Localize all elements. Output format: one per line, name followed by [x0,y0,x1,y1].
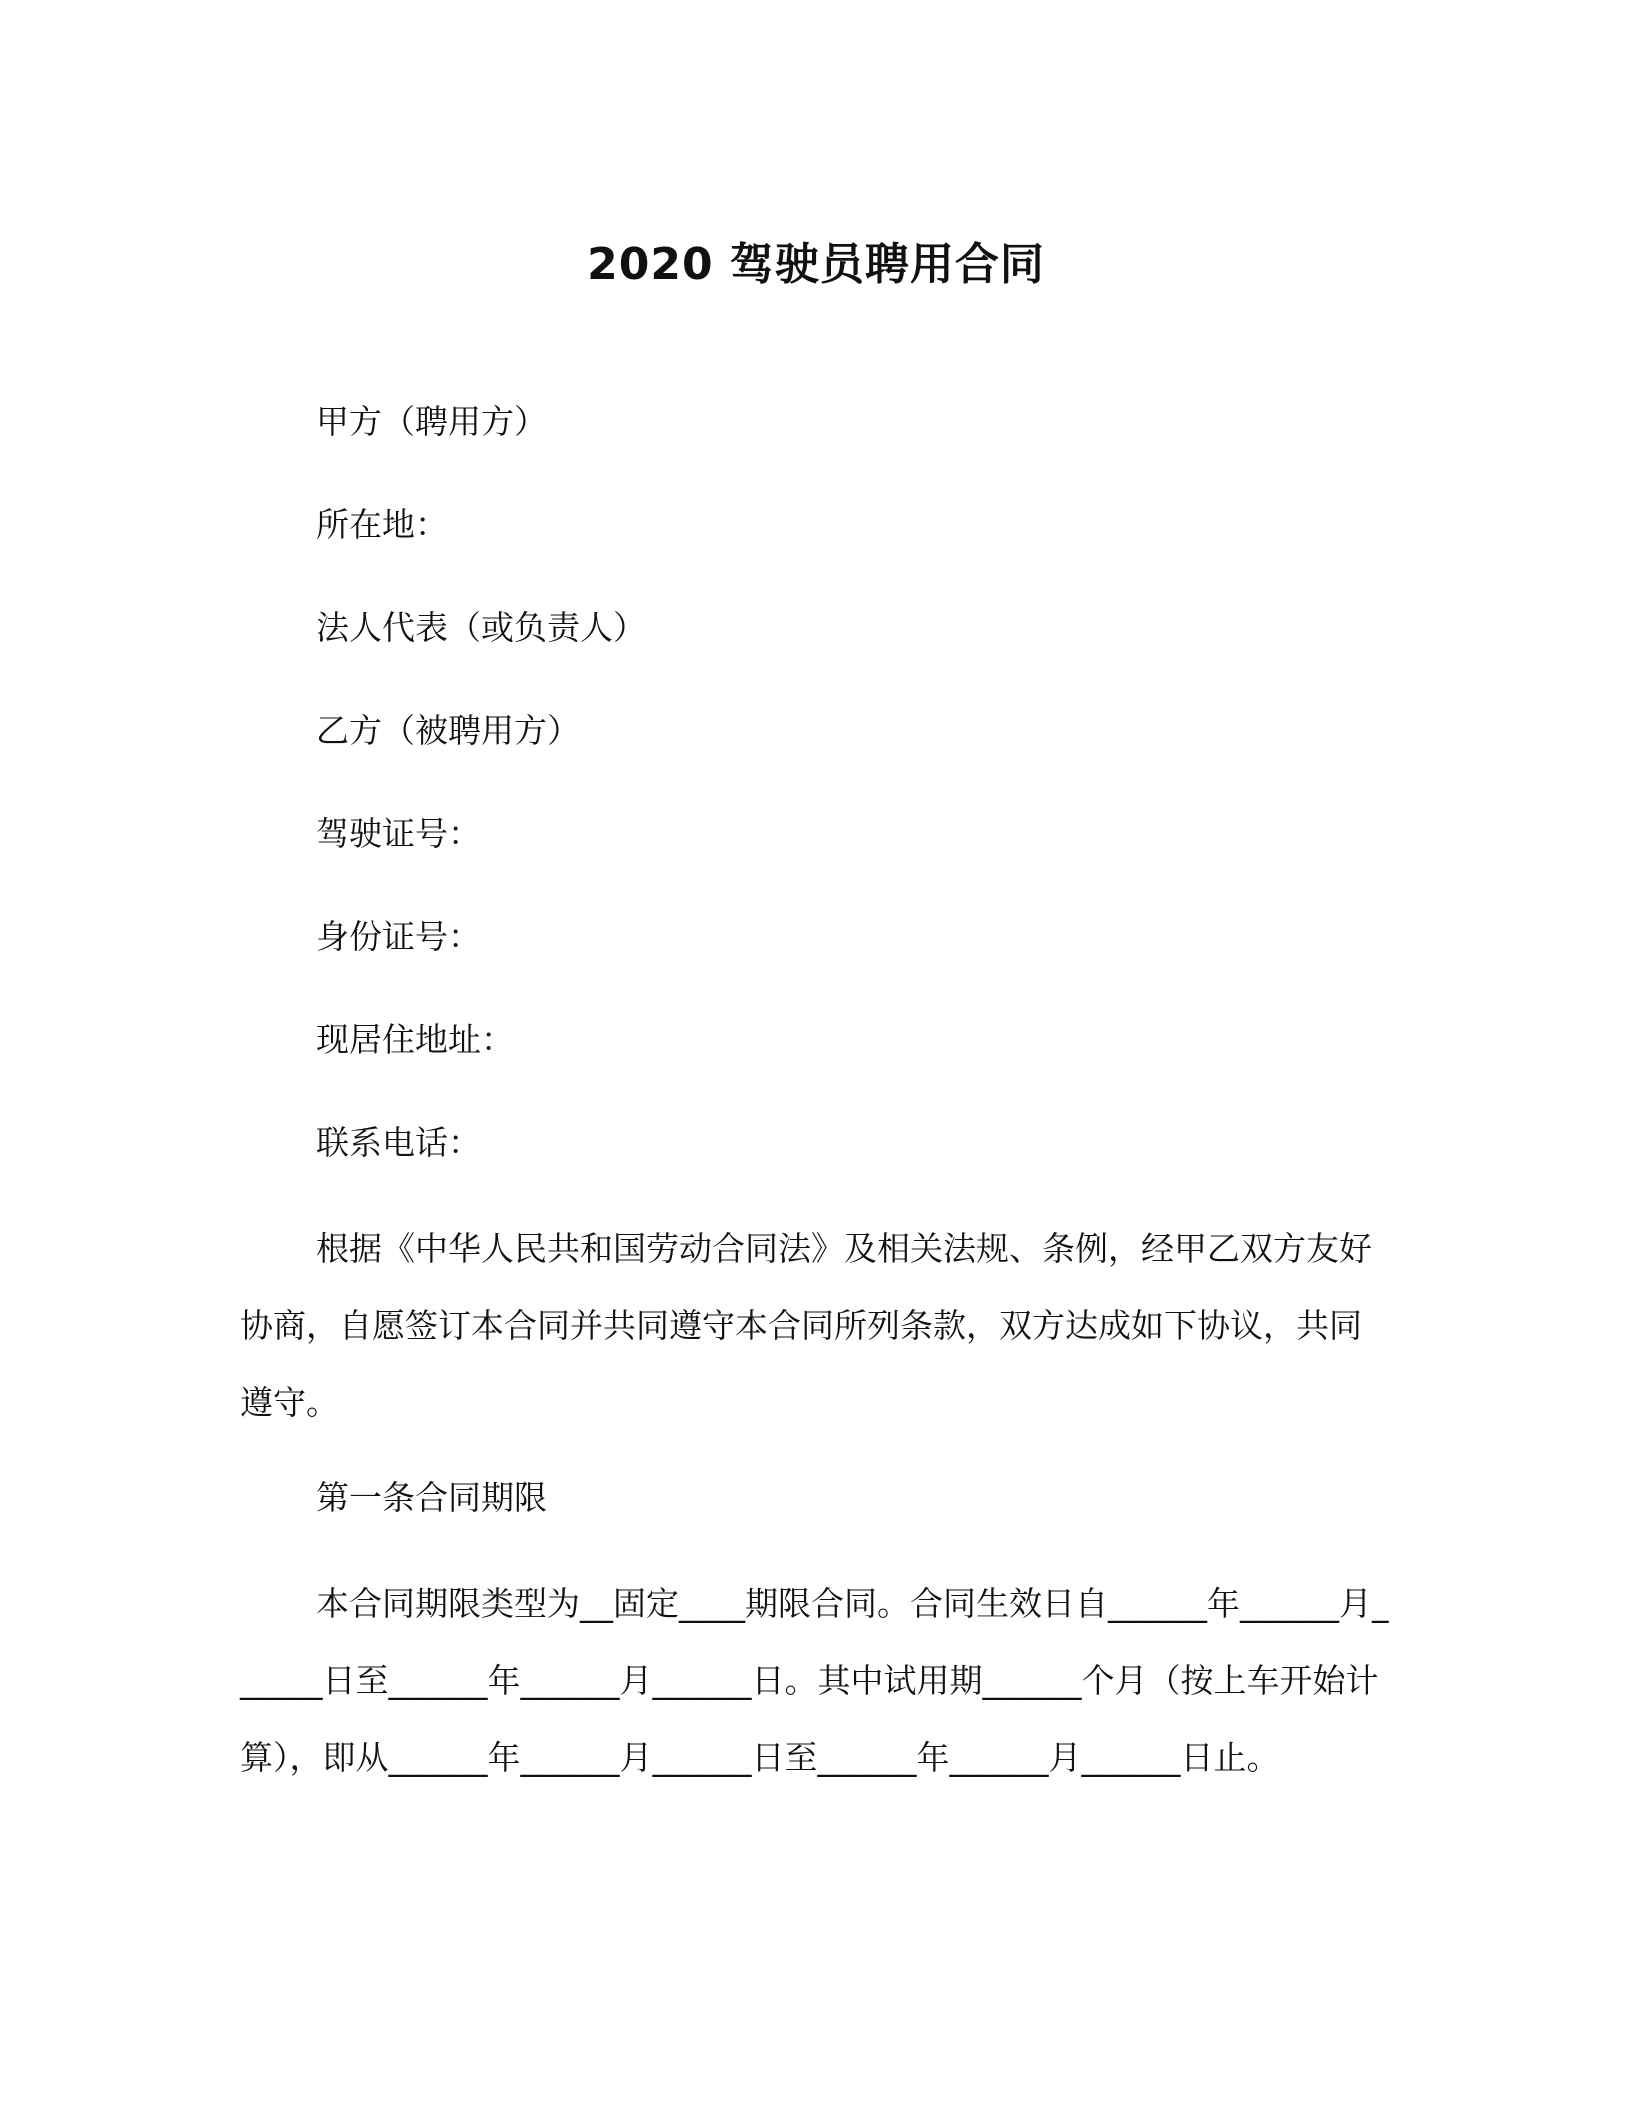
field-id-number: 身份证号： [316,917,481,956]
field-location: 所在地： [316,505,448,544]
field-phone: 联系电话： [316,1123,481,1162]
intro-paragraph: 根据《中华人民共和国劳动合同法》及相关法规、条例，经甲乙双方友好协商，自愿签订本合同并共同遵守本合同所列条款，双方达成如下协议，共同遵守。 [240,1229,1372,1422]
field-party-b: 乙方（被聘用方） [316,711,580,750]
field-party-a: 甲方（聘用方） [316,402,547,441]
field-legal-representative: 法人代表（或负责人） [316,608,646,647]
document-title: 2020 驾驶员聘用合同 [587,239,1045,290]
field-current-address: 现居住地址： [316,1020,514,1059]
article-1-paragraph: 本合同期限类型为__固定____期限合同。合同生效日自______年______月______日至______年______月______日。其中试用期______个月（按上车开始计算），即从______年______月______日至______年______月______日止。 [240,1584,1389,1777]
article-1-heading: 第一条合同期限 [316,1478,547,1517]
field-driver-license-number: 驾驶证号： [316,814,481,853]
